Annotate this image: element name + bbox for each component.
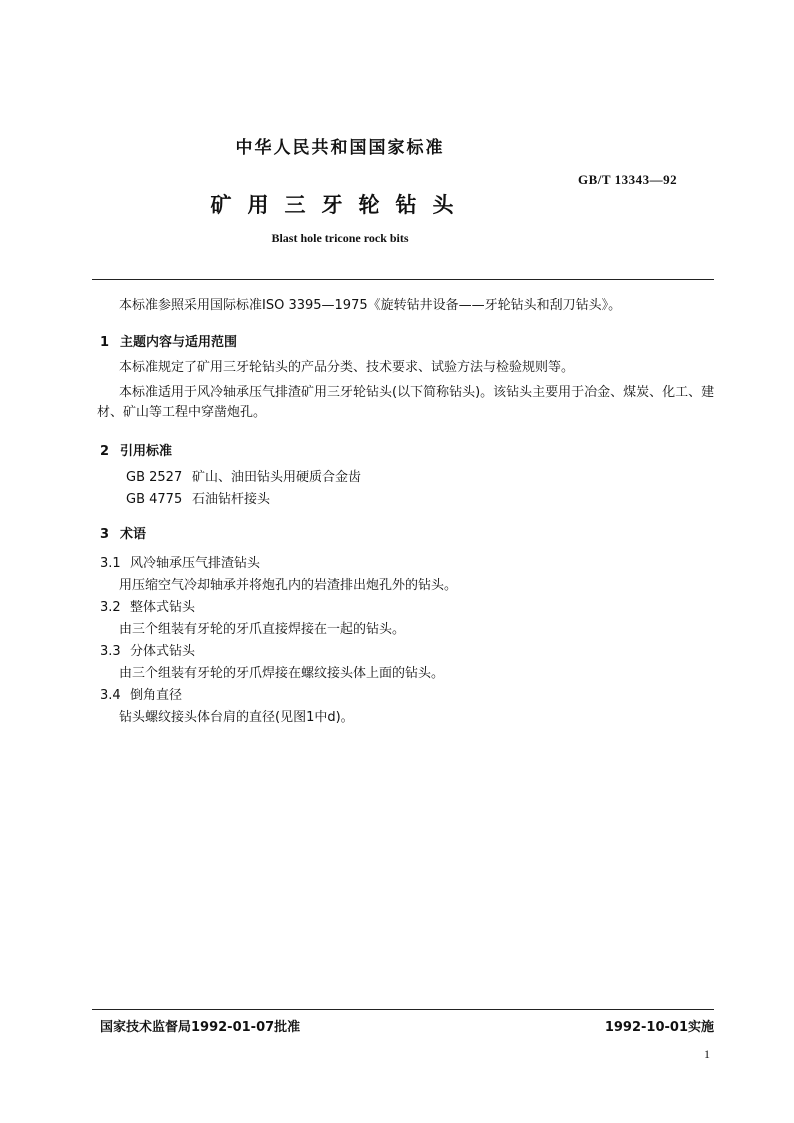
implementation-date: 1992-10-01实施 — [604, 1020, 714, 1035]
section-2-heading — [100, 440, 172, 459]
national-standard-heading: 中华人民共和国国家标准 — [235, 138, 445, 158]
term-name: 风冷轴承压气排渣钻头 — [130, 556, 261, 571]
term-heading — [100, 686, 182, 706]
section-number: 2 — [100, 444, 110, 459]
term-name: 倒角直径 — [130, 688, 183, 703]
page-number: 1 — [704, 1047, 710, 1061]
reference-code: GB 2527 — [126, 470, 183, 485]
term-heading — [100, 642, 195, 662]
section-title: 引用标准 — [120, 444, 173, 459]
reference-title: 矿山、油田钻头用硬质合金齿 — [192, 470, 362, 485]
term-definition: 由三个组装有牙轮的牙爪焊接在螺纹接头体上面的钻头。 — [119, 666, 445, 681]
reference-item — [126, 490, 270, 510]
section-title: 术语 — [120, 527, 147, 542]
footer-divider — [92, 1009, 714, 1010]
term-number: 3.1 — [100, 556, 121, 571]
reference-item — [126, 468, 361, 488]
term-number: 3.2 — [100, 600, 121, 615]
section-1-heading — [100, 331, 237, 350]
reference-title: 石油钻杆接头 — [192, 492, 271, 507]
document-title-en: Blast hole tricone rock bits — [271, 231, 409, 245]
section-number: 3 — [100, 527, 110, 542]
term-heading — [100, 554, 260, 574]
term-heading — [100, 598, 195, 618]
standard-number: GB/T 13343—92 — [578, 172, 678, 187]
section-title: 主题内容与适用范围 — [120, 335, 238, 350]
term-definition: 由三个组装有牙轮的牙爪直接焊接在一起的钻头。 — [119, 622, 406, 637]
term-number: 3.3 — [100, 644, 121, 659]
header-divider — [92, 279, 714, 280]
term-name: 分体式钻头 — [130, 644, 196, 659]
reference-code: GB 4775 — [126, 492, 183, 507]
approval-date: 国家技术监督局1992-01-07批准 — [100, 1020, 301, 1035]
section-number: 1 — [100, 335, 110, 350]
document-title-cn: 矿用三牙轮钻头 — [210, 193, 470, 217]
section-1-paragraph-2: 本标准适用于风冷轴承压气排渣矿用三牙轮钻头(以下简称钻头)。该钻头主要用于冶金、煤炭、化工、建材、矿山等工程中穿凿炮孔。 — [97, 385, 715, 420]
term-name: 整体式钻头 — [130, 600, 196, 615]
intro-paragraph: 本标准参照采用国际标准ISO 3395—1975《旋转钻井设备——牙轮钻头和刮刀钻头》。 — [119, 298, 622, 313]
section-3-heading — [100, 523, 146, 542]
term-number: 3.4 — [100, 688, 121, 703]
term-definition: 钻头螺纹接头体台肩的直径(见图1中d)。 — [119, 710, 354, 725]
term-definition: 用压缩空气冷却轴承并将炮孔内的岩渣排出炮孔外的钻头。 — [119, 578, 458, 593]
section-1-paragraph-1: 本标准规定了矿用三牙轮钻头的产品分类、技术要求、试验方法与检验规则等。 — [119, 360, 575, 375]
